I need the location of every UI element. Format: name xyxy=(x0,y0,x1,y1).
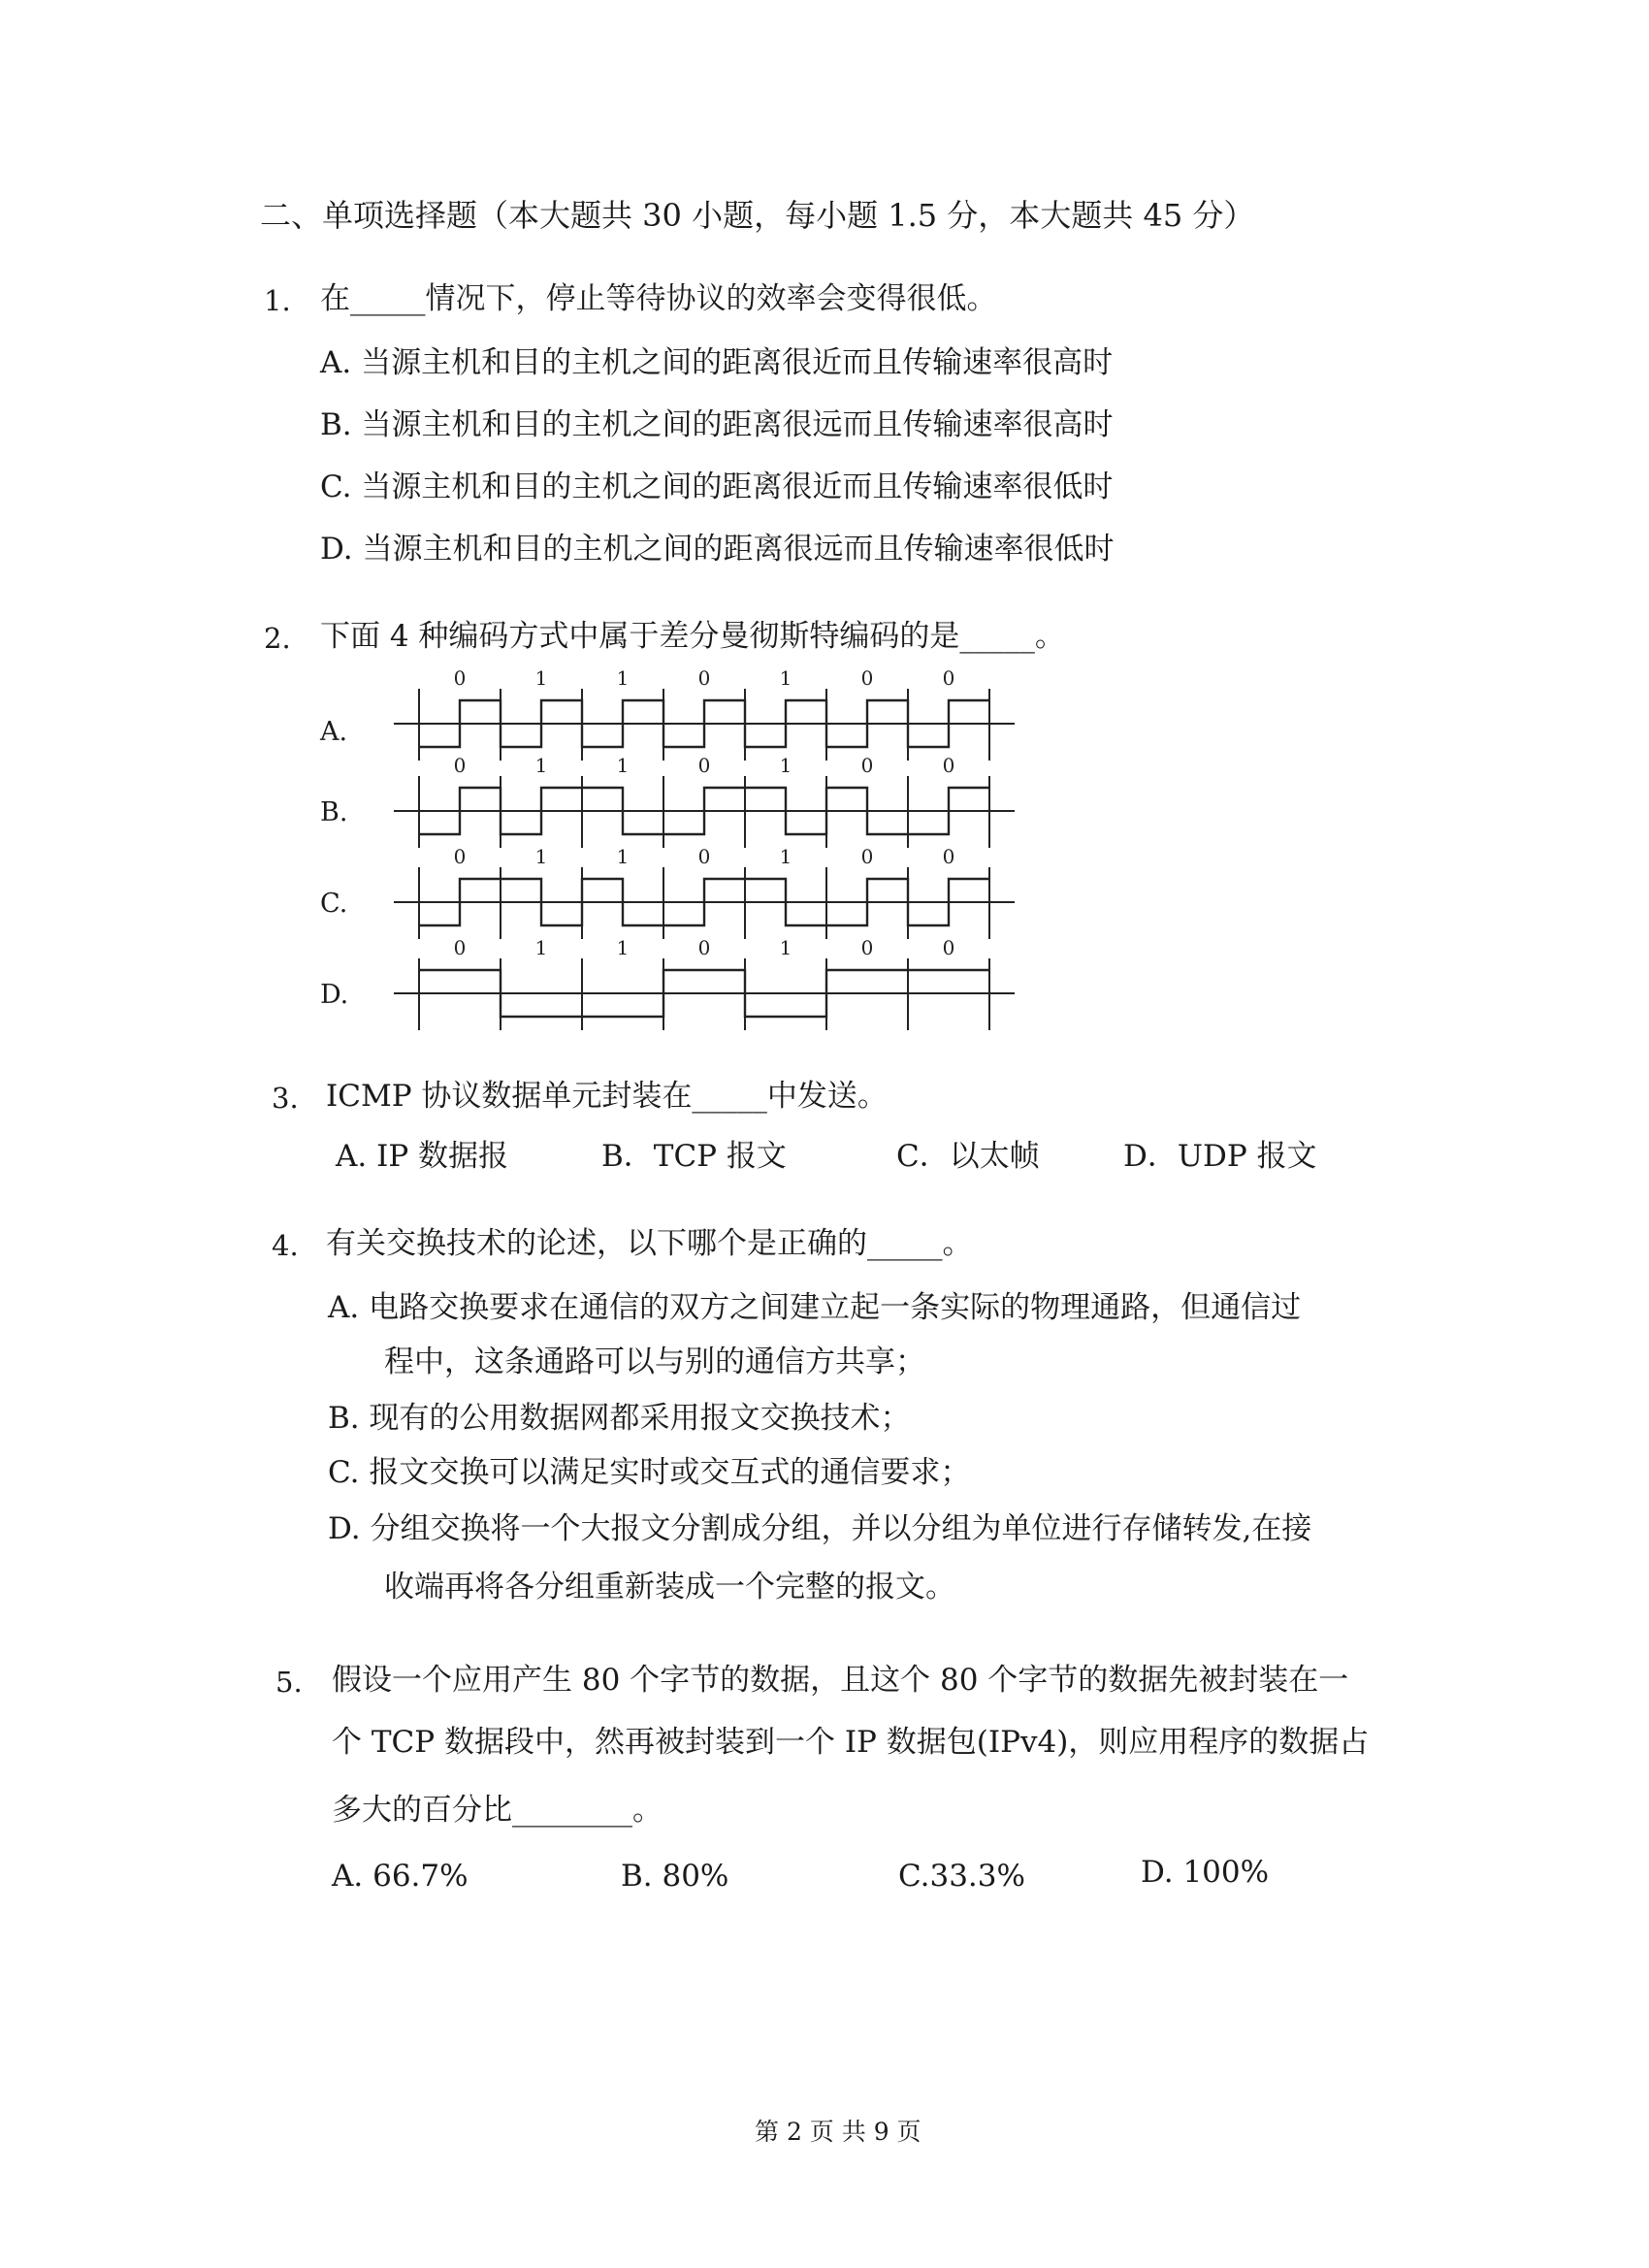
option-d-continued: 收端再将各分组重新装成一个完整的报文。 xyxy=(384,1570,955,1604)
waveform-bit-label: 0 xyxy=(697,669,711,690)
waveform-bit-label: 0 xyxy=(860,669,874,690)
question-number: 4. xyxy=(272,1229,299,1262)
waveform-bit-label: 0 xyxy=(942,757,955,777)
waveform-bit-label: 0 xyxy=(453,848,467,868)
waveform-bit-label: 1 xyxy=(616,757,630,777)
section-title: 二、单项选择题（本大题共 30 小题，每小题 1.5 分，本大题共 45 分） xyxy=(260,197,1255,234)
option-a: A. 电路交换要求在通信的双方之间建立起一条实际的物理通路，但通信过 xyxy=(328,1290,1302,1325)
waveform-bit-label: 1 xyxy=(616,669,630,690)
waveform-bit-label: 0 xyxy=(942,848,955,868)
waveform-bit-label: 0 xyxy=(697,757,711,777)
option-a-continued: 程中，这条通路可以与别的通信方共享； xyxy=(384,1345,925,1379)
option-a: A. 当源主机和目的主机之间的距离很近而且传输速率很高时 xyxy=(320,345,1114,380)
question-stem: 下面 4 种编码方式中属于差分曼彻斯特编码的是_____。 xyxy=(320,619,1065,654)
waveform-bit-label: 1 xyxy=(534,939,548,959)
waveform-bit-label: 0 xyxy=(860,848,874,868)
waveform-bit-label: 1 xyxy=(779,757,792,777)
option-d: D. 分组交换将一个大报文分割成分组，并以分组为单位进行存储转发,在接 xyxy=(328,1511,1312,1546)
waveform-label-d: D. xyxy=(320,980,349,1010)
waveform-c xyxy=(388,848,1028,945)
waveform-bit-label: 1 xyxy=(534,848,548,868)
option-d: D. 当源主机和目的主机之间的距离很远而且传输速率很低时 xyxy=(320,532,1115,567)
waveform-d xyxy=(388,939,1028,1036)
option-b: B．TCP 报文 xyxy=(601,1139,787,1174)
option-c: C．以太帧 xyxy=(896,1139,1040,1174)
waveform-bit-label: 0 xyxy=(697,939,711,959)
waveform-bit-label: 1 xyxy=(616,848,630,868)
option-b: B. 80% xyxy=(621,1859,729,1894)
waveform-a xyxy=(388,669,1028,766)
waveform-label-a: A. xyxy=(320,717,348,747)
question-stem: ICMP 协议数据单元封装在_____中发送。 xyxy=(326,1079,888,1114)
waveform-bit-label: 0 xyxy=(453,757,467,777)
option-c: C. 当源主机和目的主机之间的距离很近而且传输速率很低时 xyxy=(320,470,1114,504)
option-d: D. 100% xyxy=(1141,1855,1270,1890)
question-number: 3. xyxy=(272,1082,299,1115)
question-number: 2. xyxy=(264,622,291,655)
option-a: A. 66.7% xyxy=(332,1859,469,1894)
question-number: 1. xyxy=(264,284,291,317)
waveform-bit-label: 0 xyxy=(860,757,874,777)
waveform-bit-label: 0 xyxy=(697,848,711,868)
option-a: A. IP 数据报 xyxy=(336,1139,509,1174)
question-stem-line3: 多大的百分比________。 xyxy=(332,1793,663,1828)
question-stem-line2: 个 TCP 数据段中，然再被封装到一个 IP 数据包(IPv4)，则应用程序的数据占 xyxy=(332,1725,1370,1760)
waveform-bit-label: 1 xyxy=(779,848,792,868)
question-stem: 在_____情况下，停止等待协议的效率会变得很低。 xyxy=(320,281,997,316)
question-number: 5. xyxy=(275,1666,303,1699)
option-d: D．UDP 报文 xyxy=(1123,1139,1317,1174)
option-c: C.33.3% xyxy=(898,1859,1025,1894)
waveform-bit-label: 0 xyxy=(860,939,874,959)
waveform-bit-label: 1 xyxy=(534,757,548,777)
waveform-bit-label: 0 xyxy=(942,939,955,959)
option-b: B. 当源主机和目的主机之间的距离很远而且传输速率很高时 xyxy=(320,407,1114,442)
waveform-bit-label: 0 xyxy=(453,669,467,690)
waveform-bit-label: 1 xyxy=(534,669,548,690)
page-number: 第 2 页 共 9 页 xyxy=(755,2118,922,2146)
question-stem: 假设一个应用产生 80 个字节的数据，且这个 80 个字节的数据先被封装在一 xyxy=(332,1663,1349,1698)
question-stem: 有关交换技术的论述，以下哪个是正确的_____。 xyxy=(326,1226,973,1261)
waveform-bit-label: 1 xyxy=(779,669,792,690)
option-b: B. 现有的公用数据网都采用报文交换技术； xyxy=(328,1401,911,1436)
waveform-bit-label: 1 xyxy=(779,939,792,959)
waveform-bit-label: 0 xyxy=(453,939,467,959)
waveform-label-c: C. xyxy=(320,889,348,919)
waveform-bit-label: 1 xyxy=(616,939,630,959)
waveform-label-b: B. xyxy=(320,797,348,827)
waveform-bit-label: 0 xyxy=(942,669,955,690)
option-c: C. 报文交换可以满足实时或交互式的通信要求； xyxy=(328,1455,971,1490)
waveform-b xyxy=(388,757,1028,854)
